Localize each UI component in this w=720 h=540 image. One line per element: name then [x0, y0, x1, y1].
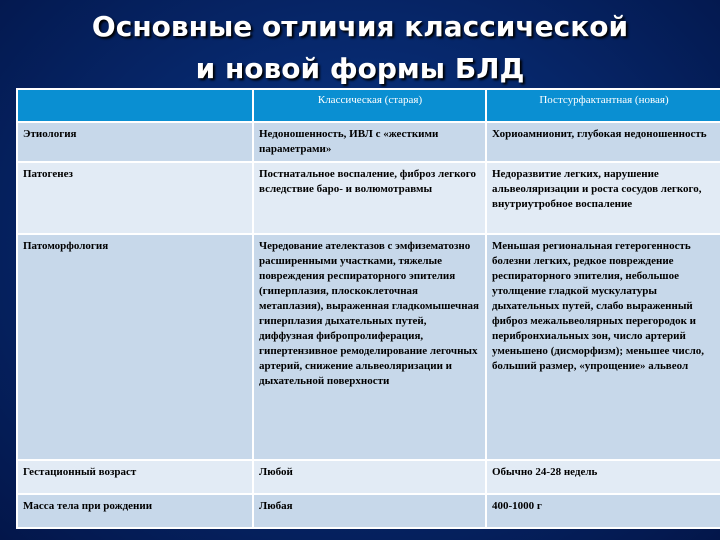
new-cell: Недоразвитие легких, нарушение альвеоляризации и роста сосудов легкого, внутриутробное воспаление [486, 162, 720, 234]
row-label: Патогенез [17, 162, 253, 234]
table-row [17, 234, 720, 460]
slide-title [0, 6, 720, 90]
table-row [17, 162, 720, 234]
table-row [17, 460, 720, 494]
classic-cell: Любой [253, 460, 486, 494]
comparison-table [16, 88, 720, 529]
header-classic: Классическая (старая) [253, 89, 486, 122]
table-header-row [17, 89, 720, 122]
row-label: Патоморфология [17, 234, 253, 460]
classic-cell: Чередование ателектазов с эмфизематозно расширенными участками, тяжелые повреждения респираторного эпителия (гиперплазия, плоскоклеточная метаплазия), выраженная гладкомышечная гиперплазия дыхательных путей, диффузная фибропролиферация, гипертензивное ремоделирование легочных артерий, снижение альвеоляризации и дыхательной поверхности [253, 234, 486, 460]
new-cell: 400-1000 г [486, 494, 720, 528]
table-row [17, 122, 720, 162]
row-label: Этиология [17, 122, 253, 162]
slide-title-line-2: и новой формы БЛД [195, 52, 525, 85]
table-row [17, 494, 720, 528]
new-cell: Меньшая региональная гетерогенность болезни легких, редкое повреждение респираторного эпителия, небольшое утолщение гладкой мускулатуры дыхательных путей, слабо выраженный фиброз межальвеолярных перегородок и перибронхиальных зон, число артерий уменьшено (дисморфизм); меньшее число, больший размер, «упрощение» альвеол [486, 234, 720, 460]
classic-cell: Недоношенность, ИВЛ с «жесткими параметрами» [253, 122, 486, 162]
new-cell: Обычно 24-28 недель [486, 460, 720, 494]
slide-title-line-1: Основные отличия классической [91, 10, 629, 43]
classic-cell: Постнатальное воспаление, фиброз легкого вследствие баро- и волюмотравмы [253, 162, 486, 234]
header-empty-cell [17, 89, 253, 122]
row-label: Гестационный возраст [17, 460, 253, 494]
row-label: Масса тела при рождении [17, 494, 253, 528]
classic-cell: Любая [253, 494, 486, 528]
new-cell: Хориоамнионит, глубокая недоношенность [486, 122, 720, 162]
header-new: Постсурфактантная (новая) [486, 89, 720, 122]
